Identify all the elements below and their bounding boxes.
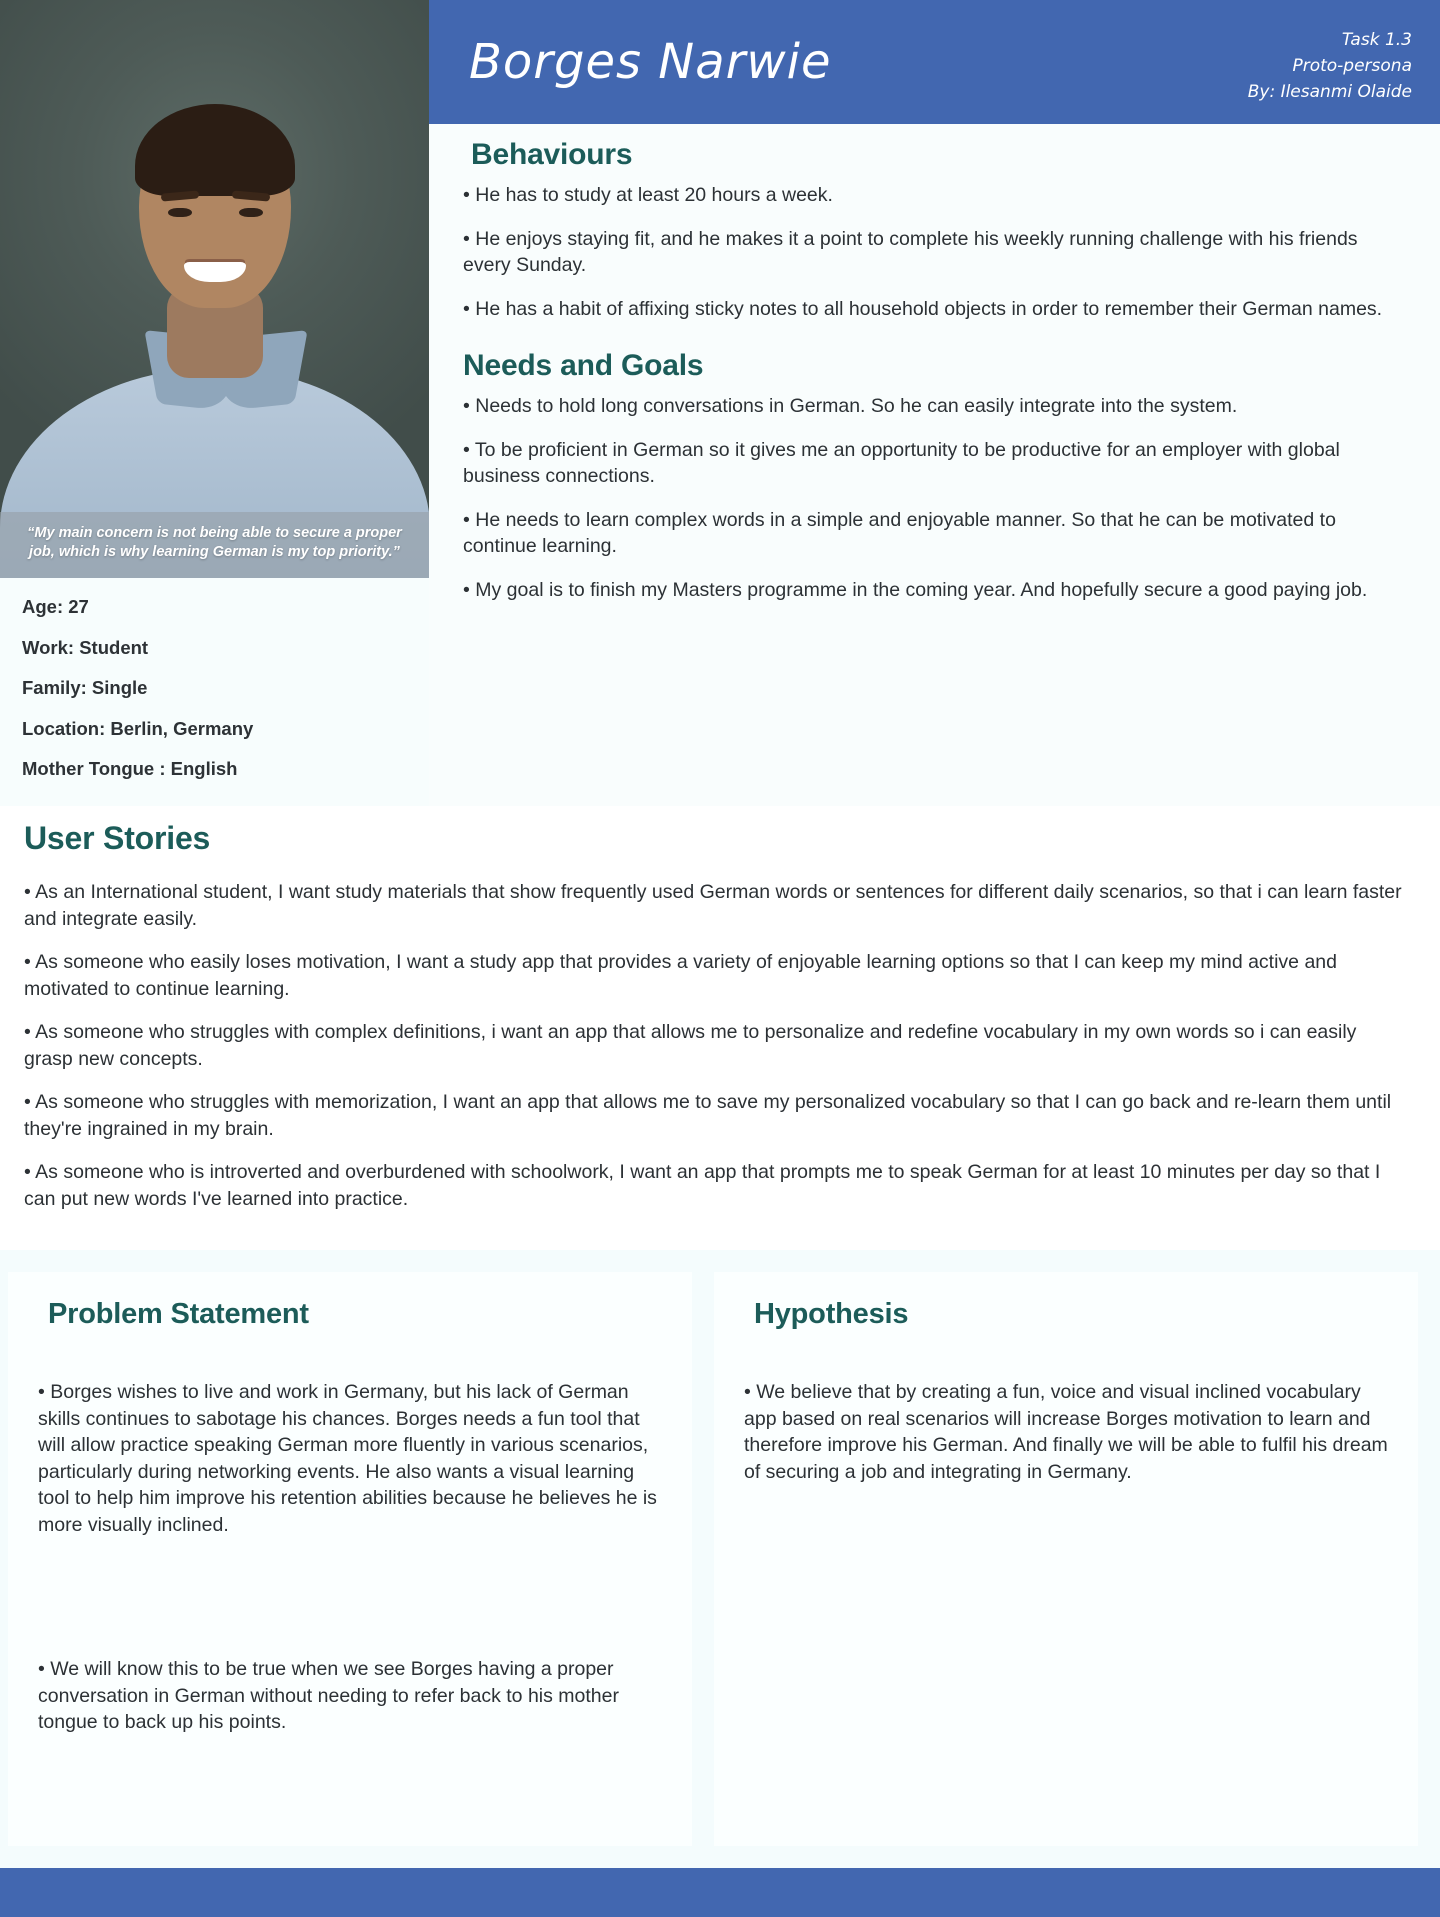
bio-work: Work: Student bbox=[22, 636, 149, 658]
problem-statement-paragraph: • We will know this to be true when we see Borges having a proper conversation in German without needing to refer back to his mother tongue to back up his points. bbox=[38, 1658, 619, 1734]
task-meta-block bbox=[1248, 28, 1412, 105]
user-stories-section bbox=[0, 806, 1440, 1250]
persona-quote-overlay bbox=[0, 512, 429, 578]
portrait-hair-shape bbox=[135, 104, 295, 196]
persona-bottom-block bbox=[0, 1250, 1440, 1868]
persona-header-bar bbox=[429, 0, 1440, 124]
portrait-eye-left-shape bbox=[168, 208, 192, 217]
problem-statement-panel bbox=[8, 1272, 692, 1846]
persona-content-pane bbox=[429, 124, 1440, 806]
user-story-item: • As someone who struggles with complex definitions, i want an app that allows me to personalize and redefine vocabulary in my own words so i can easily grasp new concepts. bbox=[24, 1021, 1357, 1070]
footer-accent-bar bbox=[0, 1868, 1440, 1917]
behaviours-section bbox=[429, 124, 1440, 327]
persona-left-column bbox=[0, 0, 429, 806]
needs-and-goals-item: • My goal is to finish my Masters programme in the coming year. And hopefully secure a good paying job. bbox=[463, 579, 1368, 602]
user-story-item: • As someone who is introverted and overburdened with schoolwork, I want an app that prompts me to speak German for at least 10 minutes per day so that I can put new words I've learned into practice. bbox=[24, 1161, 1381, 1210]
bio-age: Age: 27 bbox=[22, 596, 89, 617]
user-story-item: • As an International student, I want study materials that show frequently used German words or sentences for different daily scenarios, so that i can learn faster and integrate easily. bbox=[24, 881, 1402, 930]
hypothesis-panel bbox=[714, 1272, 1418, 1846]
persona-bio-list bbox=[0, 578, 429, 779]
problem-statement-heading: Problem Statement bbox=[48, 1298, 309, 1330]
behaviours-item: • He has a habit of affixing sticky notes to all household objects in order to remember their German names. bbox=[463, 298, 1383, 321]
doc-type-label: Proto-persona bbox=[1292, 55, 1412, 76]
hypothesis-paragraph: • We believe that by creating a fun, voice and visual inclined vocabulary app based on real scenarios will increase Borges motivation to learn and therefore improve his German. And finally we will be able to fulfil his dream of securing a job and integrating in Germany. bbox=[744, 1381, 1388, 1483]
bio-location: Location: Berlin, Germany bbox=[22, 717, 254, 739]
portrait-eye-right-shape bbox=[239, 208, 263, 217]
user-stories-heading: User Stories bbox=[24, 820, 211, 856]
needs-and-goals-heading: Needs and Goals bbox=[463, 348, 704, 382]
problem-statement-paragraph: • Borges wishes to live and work in Germany, but his lack of German skills continues to sabotage his chances. Borges needs a fun tool that will allow practice speaking German more fluently in various scenarios, particularly during networking events. He also wants a visual learning tool to help him improve his retention abilities because he believes he is more visually inclined. bbox=[38, 1381, 657, 1536]
persona-photo bbox=[0, 0, 429, 578]
hypothesis-heading: Hypothesis bbox=[754, 1298, 909, 1330]
author-label: By: Ilesanmi Olaide bbox=[1247, 81, 1412, 102]
needs-and-goals-item: • To be proficient in German so it gives me an opportunity to be productive for an employer with global business connections. bbox=[463, 438, 1340, 487]
user-story-item: • As someone who struggles with memorization, I want an app that allows me to save my personalized vocabulary so that I can go back and re-learn them until they're ingrained in my brain. bbox=[24, 1091, 1392, 1140]
user-story-item: • As someone who easily loses motivation, I want a study app that provides a variety of enjoyable learning options so that I can keep my mind active and motivated to continue learning. bbox=[24, 951, 1337, 1000]
needs-and-goals-item: • Needs to hold long conversations in German. So he can easily integrate into the system. bbox=[463, 394, 1238, 417]
behaviours-heading: Behaviours bbox=[471, 138, 633, 171]
behaviours-item: • He has to study at least 20 hours a week. bbox=[463, 184, 833, 206]
bio-mother-tongue: Mother Tongue : English bbox=[22, 758, 238, 779]
portrait-image bbox=[0, 0, 429, 578]
persona-quote-text: “My main concern is not being able to secure a proper job, which is why learning German is my top priority.” bbox=[27, 524, 402, 560]
persona-top-block bbox=[0, 0, 1440, 806]
bio-family: Family: Single bbox=[22, 677, 148, 698]
needs-and-goals-item: • He needs to learn complex words in a simple and enjoyable manner. So that he can be motivated to continue learning. bbox=[463, 508, 1336, 557]
task-label: Task 1.3 bbox=[1341, 30, 1412, 50]
page-title: Borges Narwie bbox=[469, 34, 832, 90]
persona-right-column bbox=[429, 0, 1440, 806]
needs-and-goals-section bbox=[429, 327, 1440, 608]
behaviours-item: • He enjoys staying fit, and he makes it a point to complete his weekly running challenge with his friends every Sunday. bbox=[463, 228, 1358, 277]
